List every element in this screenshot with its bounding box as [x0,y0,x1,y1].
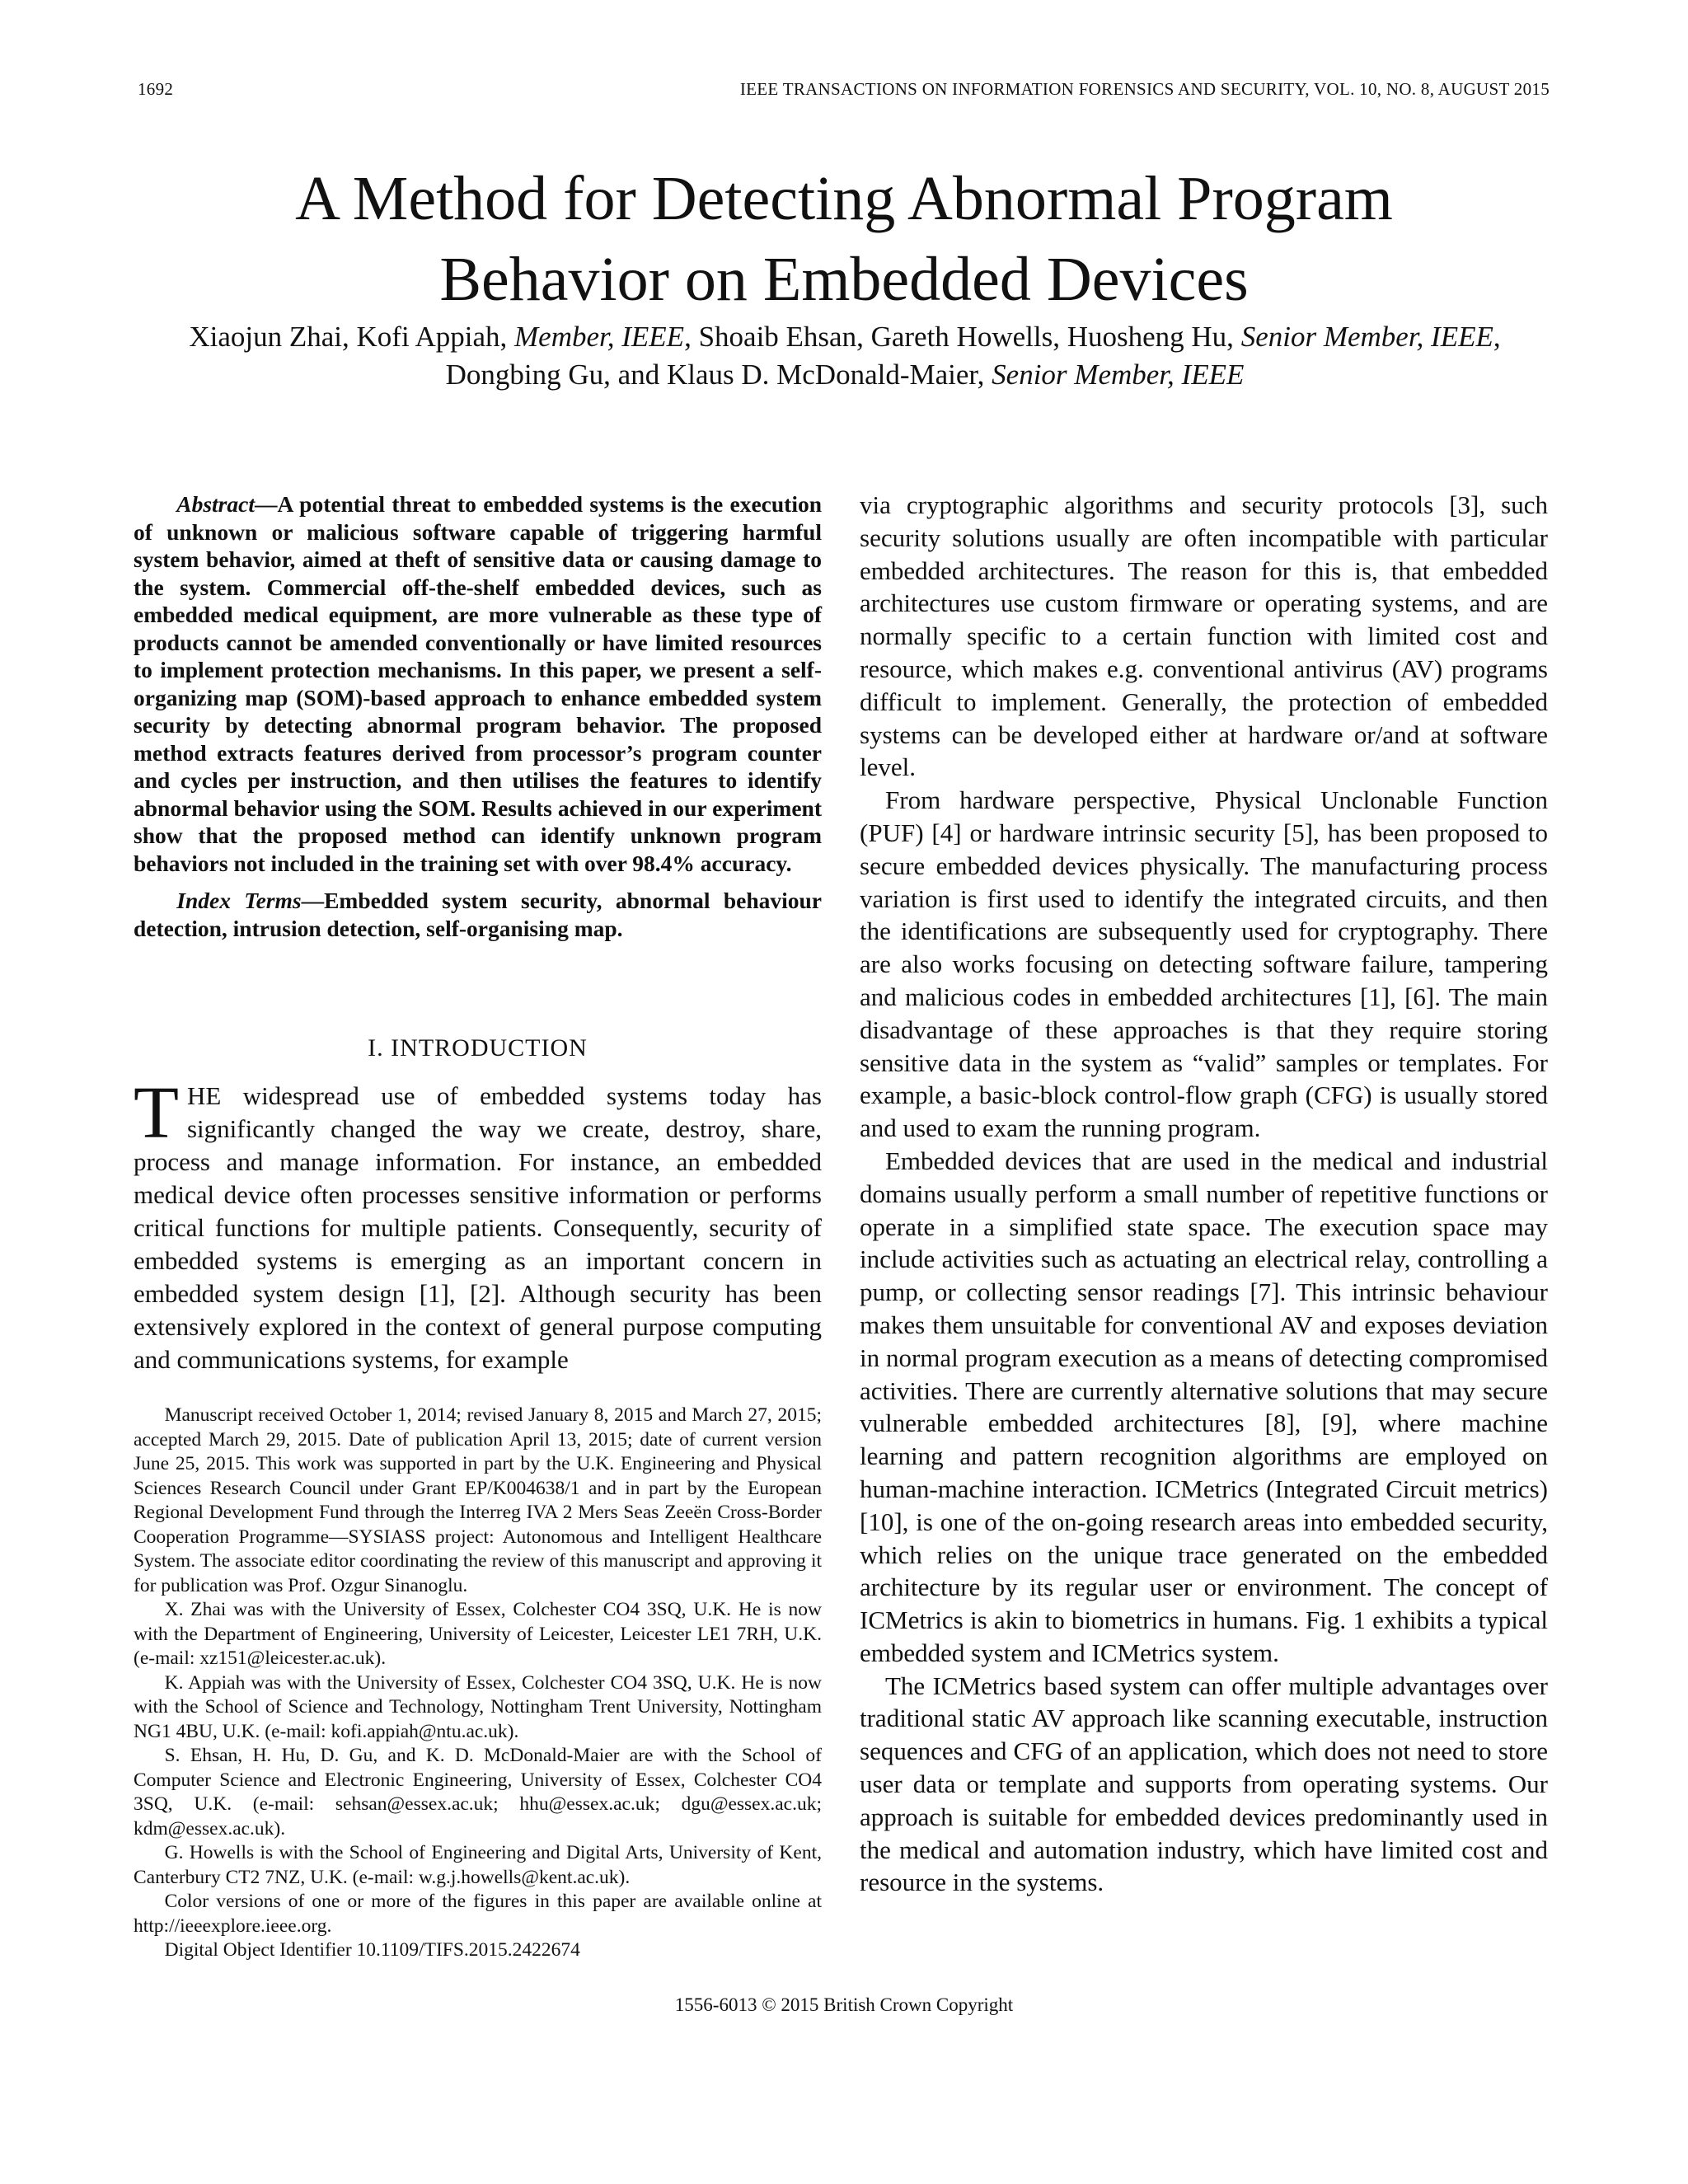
authors-comma: , [1493,321,1501,353]
authors-part-2: , Shoaib Ehsan, Gareth Howells, Huosheng Hu, [684,321,1234,353]
intro-paragraph [134,1072,822,1376]
author-line-2 [124,356,1566,394]
section-heading-rest: NTRODUCTION [400,1034,588,1062]
drop-cap: T [134,1072,179,1154]
introduction-body [134,1072,822,1376]
authors-part-1: Xiaojun Zhai, Kofi Appiah, [189,321,508,353]
footnote-color-versions: Color versions of one or more of the figures in this paper are available online at http://ieeexplore.ieee.org. [134,1891,822,1937]
footnote-manuscript: Manuscript received October 1, 2014; revised January 8, 2015 and March 27, 2015; accepted March 29, 2015. Date of publication April 13, 2015; date of current version June 25, 2015. This work was supported in part by the U.K. Engineering and Physical Sciences Research Council under Grant EP/K004638/1 and in part by the European Regional Development Fund through the Interreg IVA 2 Mers Seas Zeeën Cross-Border Cooperation Programme—SYSIASS project: Autonomous and Intelligent Healthcare System. The associate editor coordinating the review of this manuscript and approving it for publication was Prof. Ozgur Sinanoglu. [134,1404,822,1596]
abstract-paragraph: Abstract—A potential threat to embedded systems is the execution of unknown or malicious software capable of triggering harmful system behavior, aimed at theft of sensitive data or causing damage to the system. Commercial off-the-shelf embedded devices, such as embedded medical equipment, are more vulnerable as these type of products cannot be amended conventionally or have limited resources to implement protection mechanisms. In this paper, we present a self-organizing map (SOM)-based approach to enhance embedded system security by detecting abnormal program behavior. The proposed method extracts features derived from processor’s program counter and cycles per instruction, and then utilises the features to identify abnormal behavior using the SOM. Results achieved in our experiment show that the proposed method can identify unknown program behaviors not included in the training set with over 98.4% accuracy. [134,491,822,876]
author-line-1 [124,318,1566,356]
section-number: I. [368,1034,392,1062]
abstract-text: A potential threat to embedded systems is the execution of unknown or malicious software capable of triggering harmful system behavior, aimed at theft of sensitive data or causing damage to the system. Commercial off-the-shelf embedded devices, such as embedded medical equipment, are more vulnerable as these type of products cannot be amended conventionally or have limited resources to implement protection mechanisms. In this paper, we present a self-organizing map (SOM)-based approach to enhance embedded system security by detecting abnormal program behavior. The proposed method extracts features derived from processor’s program counter and cycles per instruction, and then utilises the features to identify abnormal behavior using the SOM. Results achieved in our experiment show that the proposed method can identify unknown program behaviors not included in the training set with over 98.4% accuracy. [134,491,822,876]
copyright-footer: 1556-6013 © 2015 British Crown Copyright [674,1994,1014,2015]
right-paragraph-3: Embedded devices that are used in the medical and industrial domains usually perform a small number of repetitive functions or operate in a simplified state space. The execution space may include activities such as actuating an electrical relay, controlling a pump, or collecting sensor readings [7]. This intrinsic behaviour makes them unsuitable for conventional AV and exposes deviation in normal program execution as a means of detecting compromised activities. There are currently alternative solutions that may secure vulnerable embedded architectures [8], [9], where machine learning and pattern recognition algorithms are employed on human-machine interaction. ICMetrics (Integrated Circuit metrics) [10], is one of the on-going research areas into embedded security, which relies on the unique trace generated on the embedded architecture by its regular user or environment. The concept of ICMetrics is akin to biometrics in humans. Fig. 1 exhibits a typical embedded system and ICMetrics system. [860,1146,1548,1667]
paper-title [138,158,1550,320]
right-paragraph-4: The ICMetrics based system can offer multiple advantages over traditional static AV approach like scanning executable, instruction sequences and CFG of an application, which does not need to store user data or template and supports from operating systems. Our approach is suitable for embedded devices predominantly used in the medical and automation industry, which have limited cost and resource in the systems. [860,1671,1548,1897]
author-list [124,318,1566,394]
author-role-2: Senior Member, IEEE [1240,321,1493,353]
right-column-body [860,489,1548,1899]
section-heading-introduction [134,1034,822,1062]
author-role-1: Member, IEEE [514,321,685,353]
intro-lead-text: HE widespread use of embedded systems today has significantly changed the way we create, destroy, share, process and manage information. For instance, an embedded medical device often processes sensitive information or performs critical functions for multiple patients. Consequently, security of embedded systems is emerging as an important concern in embedded system design [1], [2]. Although security has been extensively explored in the context of general purpose computing and communications systems, for example [134,1081,822,1374]
footnote-howells: G. Howells is with the School of Engineering and Digital Arts, University of Kent, Canterbury CT2 7NZ, U.K. (e-mail: w.g.j.howells@kent.ac.uk). [134,1842,822,1888]
title-line-2: Behavior on Embedded Devices [439,245,1249,314]
title-line-1: A Method for Detecting Abnormal Program [295,164,1393,233]
abstract-label: Abstract [176,491,255,517]
author-role-3: Senior Member, IEEE [992,359,1245,391]
index-terms-label: Index Terms [176,888,302,913]
section-heading-first-letter: I [391,1034,401,1062]
journal-header: IEEE TRANSACTIONS ON INFORMATION FORENSICS AND SECURITY, VOL. 10, NO. 8, AUGUST 2015 [739,79,1550,99]
footnote-essex-authors: S. Ehsan, H. Hu, D. Gu, and K. D. McDonald-Maier are with the School of Computer Science and Electronic Engineering, University of Essex, Colchester CO4 3SQ, U.K. (e-mail: sehsan@essex.ac.uk; hhu@essex.ac.uk; dgu@essex.ac.uk; kdm@essex.ac.uk). [134,1745,822,1840]
right-paragraph-2: From hardware perspective, Physical Unclonable Function (PUF) [4] or hardware intrinsic security [5], has been proposed to secure embedded devices physically. The manufacturing process variation is first used to identify the integrated circuits, and then the identifications are subsequently used for cryptography. There are also works focusing on detecting software failure, tampering and malicious codes in embedded architectures [1], [6]. The main disadvantage of these approaches is that they require storing sensitive data in the system as “valid” samples or templates. For example, a basic-block control-flow graph (CFG) is usually stored and used to exam the running program. [860,785,1548,1143]
page-number: 1692 [138,79,174,99]
footnotes [134,1404,822,1963]
footnote-appiah: K. Appiah was with the University of Essex, Colchester CO4 3SQ, U.K. He is now with the School of Science and Technology, Nottingham Trent University, Nottingham NG1 4BU, U.K. (e-mail: kofi.appiah@ntu.ac.uk). [134,1671,822,1742]
index-terms-text: Embedded system security, abnormal behaviour detection, intrusion detection, self-organising map. [134,888,823,941]
footnote-zhai: X. Zhai was with the University of Essex, Colchester CO4 3SQ, U.K. He is now with the Department of Engineering, University of Leicester, Leicester LE1 7RH, U.K. (e-mail: xz151@leicester.ac.uk). [134,1599,822,1669]
footnote-doi: Digital Object Identifier 10.1109/TIFS.2015.2422674 [164,1939,580,1961]
index-terms: Index Terms—Embedded system security, abnormal behaviour detection, intrusion detection, self-organising map. [134,888,823,941]
abstract [134,490,822,942]
authors-part-3: Dongbing Gu, and Klaus D. McDonald-Maier, [445,359,985,391]
right-paragraph-1: via cryptographic algorithms and security protocols [3], such security solutions usually are often incompatible with particular embedded architectures. The reason for this is, that embedded architectures use custom firmware or operating systems, and are normally specific to a certain function with limited cost and resource, which makes e.g. conventional antivirus (AV) programs difficult to implement. Generally, the protection of embedded systems can be developed either at hardware or/and at software level. [860,490,1548,782]
